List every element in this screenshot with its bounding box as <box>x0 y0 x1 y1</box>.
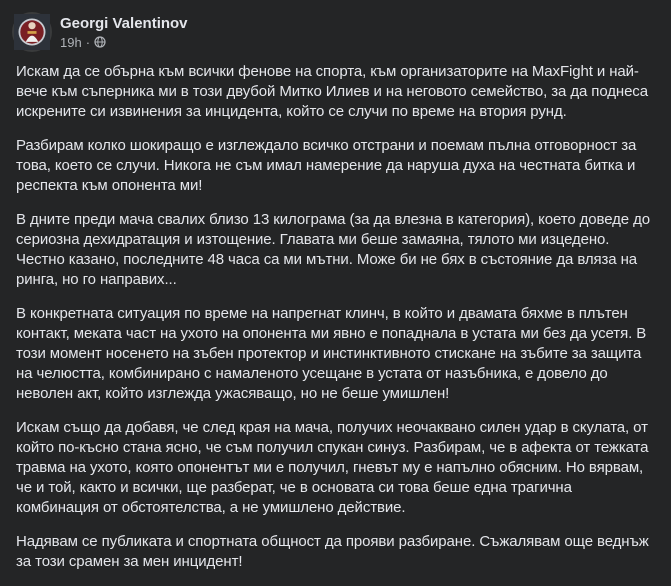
post-paragraph: Разбирам колко шокиращо е изглеждало всичко отстрани и поемам пълна отговорност за това, което се случи. Никога не съм имал намерение да наруша духа на честната битка и респекта към опонента ми! <box>16 137 637 194</box>
post-subline <box>60 34 188 51</box>
post-paragraph: В дните преди мача свалих близо 13 килограма (за да влезна в категория), което доведе до сериозна дехидратация и изтощение. Главата ми беше замаяна, тялото ми изцедено. Честно казано, последните 48 часа са ми мътни. Може би не бях в състояние да вляза на ринга, но го направих... <box>16 211 651 288</box>
post-meta <box>60 14 188 51</box>
author-name[interactable]: Georgi Valentinov <box>60 14 188 32</box>
post-paragraph: Искам също да добавя, че след края на мача, получих неочаквано силен удар в скулата, от който по-късно стана ясно, че съм получил спукан синуз. Разбирам, че в афекта от тежката травма на ухото, която опонентът ми е получил, гневът му е напълно обясним. Но вярвам, че и той, както и всички, ще разберат, че в основата си това беше една трагична комбинация от обстоятелства, а не умишлено действие. <box>16 419 649 516</box>
post-paragraph: В конкретната ситуация по време на напрегнат клинч, в който и двамата бяхме в плътен контакт, меката част на ухото на опонента ми явно е попаднала в устата ми без да усетя. В този момент носенето на зъбен протектор и инстинктивното стискане на зъбите за защита на челюстта, комбинирано с намаленото усещане в устата от назъбника, е довело до неволен акт, който изглежда ужасяващо, но не беше умишлен! <box>16 305 647 402</box>
post-paragraph: Искам да се обърна към всички фенове на спорта, към организаторите на MaxFight и най-вече към съперника ми в този двубой Митко Илиев и на неговото семейство, за да поднеса искрените си извинения за инцидента, който се случи по време на втория рунд. <box>16 63 648 120</box>
post-header <box>12 8 188 56</box>
avatar[interactable] <box>12 12 52 52</box>
post-paragraph: Надявам се публиката и спортната общност да прояви разбиране. Съжалявам още веднъж за този срамен за мен инцидент! <box>16 533 649 570</box>
globe-icon[interactable] <box>94 36 106 48</box>
post-body <box>16 62 658 586</box>
post-timestamp[interactable]: 19h <box>60 34 82 50</box>
separator-dot: · <box>85 34 91 50</box>
